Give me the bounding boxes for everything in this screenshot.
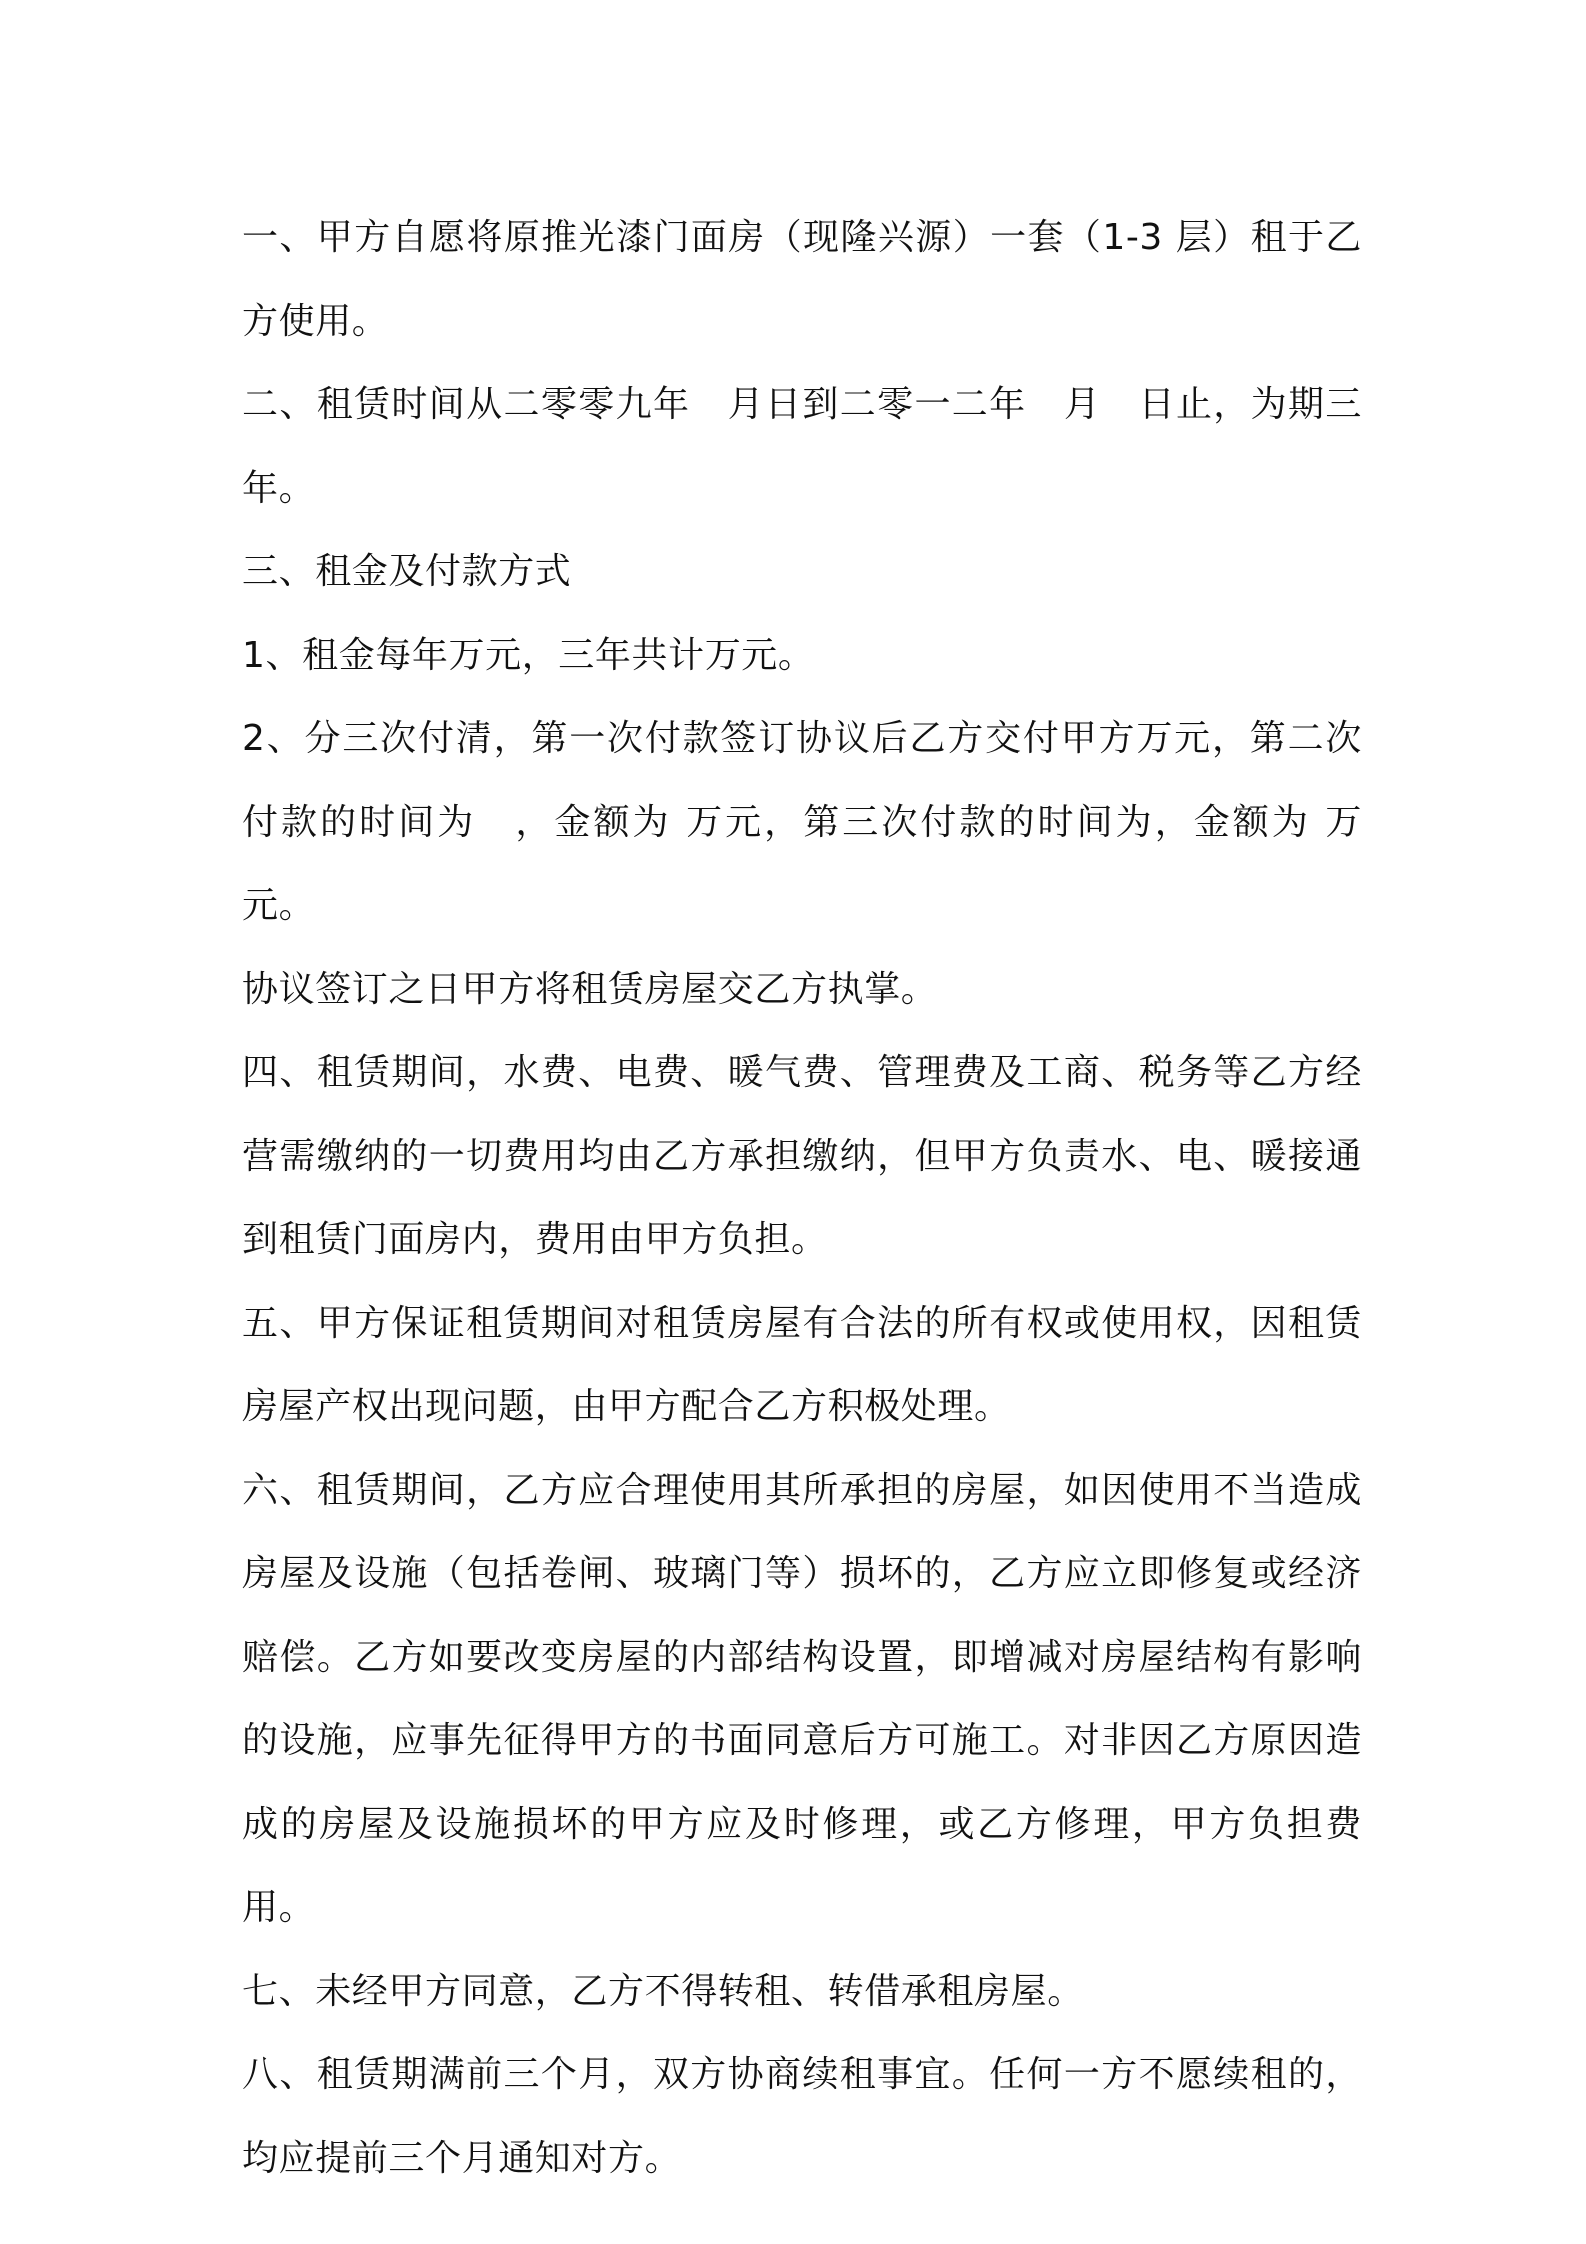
- clause-7-paragraph: 七、未经甲方同意，乙方不得转租、转借承租房屋。: [242, 1970, 1084, 2012]
- clause-1-paragraph: 一、甲方自愿将原推光漆门面房（现隆兴源）一套（1-3 层）租于乙方使用。: [242, 217, 1362, 342]
- clause-4-paragraph: 四、租赁期间，水费、电费、暖气费、管理费及工商、税务等乙方经营需缴纳的一切费用均由乙方承担缴纳，但甲方负责水、电、暖接通到租赁门面房内，费用由甲方负担。: [242, 1052, 1362, 1260]
- clause-3-heading: 三、租金及付款方式: [242, 551, 572, 592]
- clause-6-paragraph: 六、租赁期间，乙方应合理使用其所承担的房屋，如因使用不当造成房屋及设施（包括卷闸、玻璃门等）损坏的，乙方应立即修复或经济赔偿。乙方如要改变房屋的内部结构设置，即增减对房屋结构有影响的设施，应事先征得甲方的书面同意后方可施工。对非因乙方原因造成的房屋及设施损坏的甲方应及时修理，或乙方修理，甲方负担费用。: [242, 1469, 1362, 1928]
- clause-5-paragraph: 五、甲方保证租赁期间对租赁房屋有合法的所有权或使用权，因租赁房屋产权出现问题，由甲方配合乙方积极处理。: [242, 1302, 1362, 1427]
- clause-3-item-1: 1、租金每年万元，三年共计万元。: [242, 634, 815, 676]
- clause-2-paragraph: 二、租赁时间从二零零九年 月日到二零一二年 月 日止，为期三年。: [242, 384, 1362, 509]
- clause-8-paragraph: 八、租赁期满前三个月，双方协商续租事宜。任何一方不愿续租的，均应提前三个月通知对方。: [242, 2054, 1362, 2179]
- contract-body: [242, 196, 1362, 2200]
- clause-3-item-2: 2、分三次付清，第一次付款签订协议后乙方交付甲方万元，第二次付款的时间为 ，金额为 万元，第三次付款的时间为，金额为 万元。: [242, 718, 1362, 926]
- handover-paragraph: 协议签订之日甲方将租赁房屋交乙方执掌。: [242, 968, 938, 1010]
